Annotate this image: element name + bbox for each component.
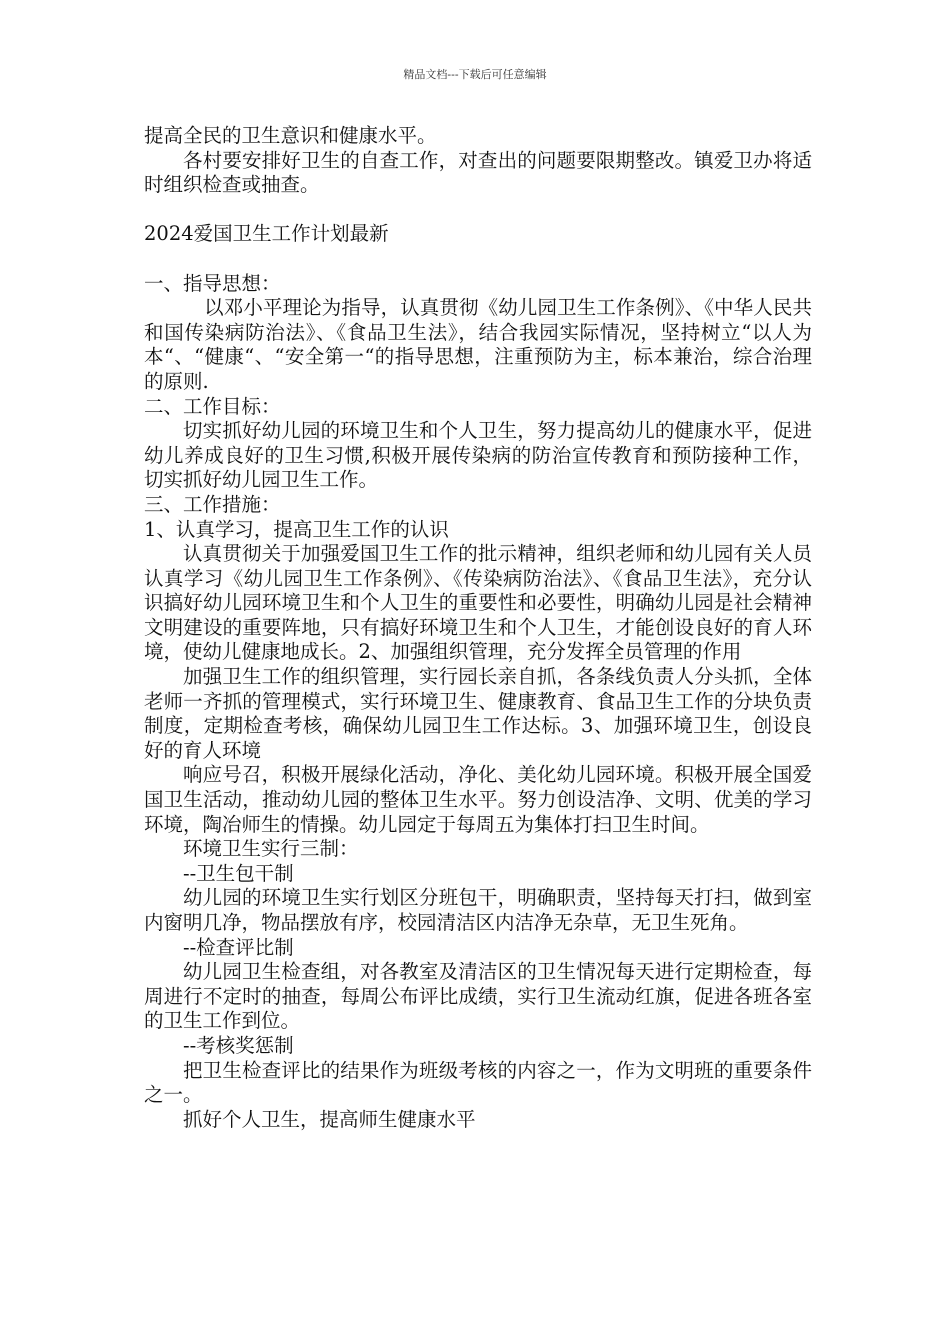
- paragraph: 幼儿园卫生检查组，对各教室及清洁区的卫生情况每天进行定期检查，每周进行不定时的抽查，每周公布评比成绩，实行卫生流动红旗，促进各班各室的卫生工作到位。: [144, 960, 812, 1033]
- page-header: 精品文档---下载后可任意编辑: [403, 68, 547, 81]
- section-heading-3: 三、工作措施：: [144, 492, 281, 516]
- paragraph: 加强卫生工作的组织管理，实行园长亲自抓，各条线负责人分头抓，全体老师一齐抓的管理模式，实行环境卫生、健康教育、食品卫生工作的分块负责制度，定期检查考核，确保幼儿园卫生工作达标。3、加强环境卫生，创设良好的育人环境: [144, 665, 812, 762]
- paragraph: 把卫生检查评比的结果作为班级考核的内容之一，作为文明班的重要条件之一。: [144, 1058, 812, 1107]
- paragraph: 各村要安排好卫生的自查工作，对查出的问题要限期整改。镇爱卫办将适时组织检查或抽查。: [144, 148, 812, 197]
- paragraph: 认真贯彻关于加强爱国卫生工作的批示精神，组织老师和幼儿园有关人员认真学习《幼儿园卫生工作条例》、《传染病防治法》、《食品卫生法》，充分认识搞好幼儿园环境卫生和个人卫生的重要性和必要性，明确幼儿园是社会精神文明建设的重要阵地，只有搞好环境卫生和个人卫生，才能创设良好的育人环境，使幼儿健康地成长。2、加强组织管理，充分发挥全员管理的作用: [144, 542, 812, 664]
- list-item-heading: --卫生包干制: [183, 861, 294, 885]
- paragraph: 响应号召，积极开展绿化活动，净化、美化幼儿园环境。积极开展全国爱国卫生活动，推动幼儿园的整体卫生水平。努力创设洁净、文明、优美的学习环境，陶冶师生的情操。幼儿园定于每周五为集体打扫卫生时间。: [144, 763, 812, 836]
- paragraph: 环境卫生实行三制：: [183, 837, 359, 861]
- section-heading-1: 一、指导思想：: [144, 271, 281, 295]
- section-heading-2: 二、工作目标：: [144, 394, 281, 418]
- document-title: 2024爱国卫生工作计划最新: [144, 222, 389, 246]
- paragraph: 以邓小平理论为指导，认真贯彻《幼儿园卫生工作条例》、《中华人民共和国传染病防治法》、《食品卫生法》，结合我园实际情况，坚持树立“以人为本“、“健康“、“安全第一“的指导思想，注重预防为主，标本兼治，综合治理的原则.: [144, 296, 812, 393]
- paragraph: 幼儿园的环境卫生实行划区分班包干，明确职责，坚持每天打扫，做到室内窗明几净，物品摆放有序，校园清洁区内洁净无杂草，无卫生死角。: [144, 886, 812, 934]
- list-item-heading: --考核奖惩制: [183, 1033, 294, 1057]
- list-item-heading: --检查评比制: [183, 935, 294, 959]
- paragraph: 抓好个人卫生，提高师生健康水平: [183, 1107, 476, 1131]
- subsection-heading: 1、认真学习，提高卫生工作的认识: [144, 517, 449, 541]
- paragraph: 切实抓好幼儿园的环境卫生和个人卫生，努力提高幼儿的健康水平，促进幼儿养成良好的卫生习惯,积极开展传染病的防治宣传教育和预防接种工作，切实抓好幼儿园卫生工作。: [144, 419, 812, 492]
- paragraph: 提高全民的卫生意识和健康水平。: [144, 124, 437, 147]
- document-body: [144, 124, 812, 1132]
